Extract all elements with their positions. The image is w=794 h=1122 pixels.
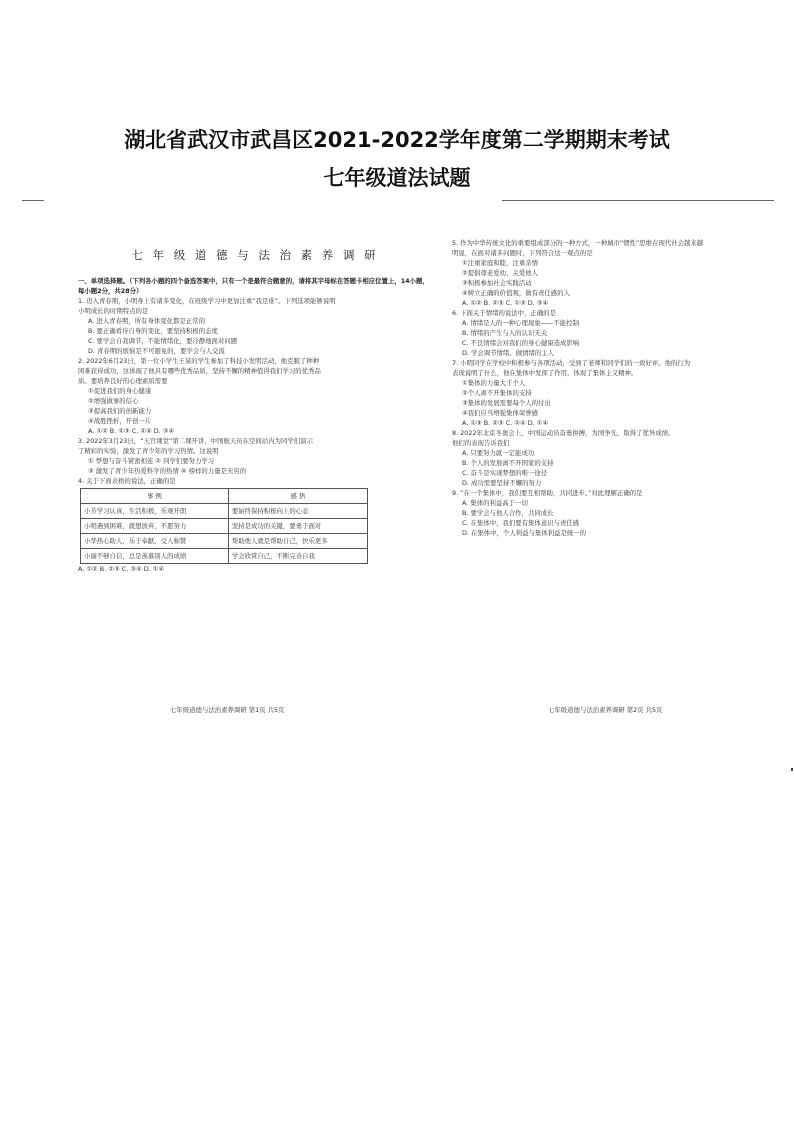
question-line: C. 奋斗是实现梦想的唯一途径: [462, 469, 548, 477]
question-line: 9. “在一个集体中，我们要互相帮助，共同进步。”对此理解正确的是: [452, 489, 643, 497]
question-line: B. 要学会与他人合作，共同成长: [462, 509, 554, 517]
table-cell: 帮助他人就是帮助自己，快乐更多: [228, 534, 367, 549]
question-line: B. 情绪的产生与人的认识无关: [462, 329, 548, 337]
question-line: 3. 2022年3月23日，“天宫课堂”第二课开讲，中国航天员在空间站内为同学们演示: [78, 437, 313, 445]
table-header-cell: 感 悟: [228, 489, 367, 504]
table-cell: 要始终保持积极向上的心态: [228, 504, 367, 519]
question-line: ③积极参加社会实践活动: [462, 279, 532, 287]
table-cell: 小芳学习认真，生活积极，乐观开朗: [81, 504, 229, 519]
table-cell: 小丽不够自信，总是羡慕别人的成绩: [81, 549, 229, 564]
table-cell: 小明遇到困难，就想放弃，不愿努力: [81, 519, 229, 534]
question-line: ③提高我们的创新能力: [88, 407, 152, 415]
question-line: C. 要学会自我调节，不能情绪化，要冷静地面对问题: [88, 337, 238, 345]
question-line: A. ①③ B. ②③ C. ②④ D. ①④: [462, 419, 549, 427]
left-rule: [22, 200, 44, 201]
question-line: 质。要培养良好的心理素质需要: [78, 377, 168, 385]
question-line: D. 在集体中，个人利益与集体利益是统一的: [462, 529, 587, 537]
question-line: ④战胜挫折，开创一片: [88, 417, 152, 425]
question-line: ③ 激发了青少年热爱科学的热情 ④ 榜样的力量是无穷的: [88, 467, 247, 475]
question-options: A. ①② B. ②③ C. ③④ D. ①④: [78, 565, 165, 573]
question-line: 困难获得成功，这体现了他具有哪些优秀品质，坚持不懈的精神值得我们学习的优秀品: [78, 367, 321, 375]
document-title: 湖北省武汉市武昌区2021-2022学年度第二学期期末考试: [124, 128, 670, 152]
exam-page-1: [78, 226, 432, 696]
question-line: A. ①② B. ②③ C. ①③ D. ③④: [462, 299, 549, 307]
document-subtitle: 七年级道法试题: [323, 166, 471, 190]
table-row: [81, 549, 368, 564]
right-rule: [502, 200, 774, 201]
question-line: 6. 下面关于情绪的说法中，正确的是: [452, 309, 556, 317]
question-line: 小明成长的时期特点的是: [78, 307, 149, 315]
table-header-cell: 事 例: [81, 489, 229, 504]
question-line: B. 要正确看待自身的变化，要坚持积极的态度: [88, 327, 218, 335]
question-line: 2. 2022年6月23日，第一位小学生王某的学生参加了科技小发明活动，他克服了种种: [78, 357, 320, 365]
question-line: 8. 2022年北京冬奥会上，中国运动员奋勇拼搏，为国争光，取得了优异成绩。: [452, 429, 675, 437]
question-line: ①注重家庭和睦，注重亲情: [462, 259, 539, 267]
scan-speck: [791, 768, 793, 771]
question-line: ④树立正确的价值观，做有责任感的人: [462, 289, 570, 297]
question-line: 4. 关于下面表格的说法，正确的是: [78, 477, 176, 485]
table-cell: 学会欣赏自己，不断完善自我: [228, 549, 367, 564]
question-line: D. 学会调节情绪，做情绪的主人: [462, 349, 555, 357]
question-line: ②增强做事的信心: [88, 397, 139, 405]
exam-page-2: [452, 238, 794, 708]
table-cell: 小华热心助人，乐于奉献，受人称赞: [81, 534, 229, 549]
question-line: ① 梦想与奋斗紧密相连 ② 同学们要努力学习: [88, 457, 215, 465]
question-line: 7. 小明同学在学校中积极参与各项活动，受到了老师和同学们的一致好评。他的行为: [452, 359, 691, 367]
question-line: C. 在集体中，我们要有集体意识与责任感: [462, 519, 580, 527]
question-list-right: [452, 238, 794, 538]
question-line: C. 不良情绪会对我们的身心健康造成影响: [462, 339, 580, 347]
question-line: 表现说明了什么，他在集体中发挥了作用，体现了集体主义精神。: [452, 369, 638, 377]
question-line: ①集体的力量大于个人: [462, 379, 526, 387]
section-heading: 一、单项选择题。（下列各小题的四个备选答案中，只有一个是最符合题意的，请将其字母标在答题卡相应位置上，14小题，每小题2分，共28分）: [78, 277, 429, 295]
table-row: [81, 519, 368, 534]
page-footer-1: 七年级道德与法治素养调研 第1页 共5页: [170, 706, 285, 714]
question-line: 明显，在面对诸多问题时，下列符合这一观点的是: [452, 249, 593, 257]
question-line: 1. 迈入青春期，小明身上有诸多变化，在班级学习中更加注重“我是谁”。下列选项能够说明: [78, 297, 336, 305]
table-row: [81, 534, 368, 549]
question-line: ④我们应当增强集体荣誉感: [462, 409, 539, 417]
question-line: ②个人离不开集体的支持: [462, 389, 532, 397]
question-line: A. 情绪是人的一种心理现象——不能控制: [462, 319, 579, 327]
question-line: 5. 作为中华传统文化的重要组成部分的一种方式，一种城市“惯性”思维在现代社会越来越: [452, 239, 704, 247]
question-line: B. 个人的发展离不开国家的支持: [462, 459, 554, 467]
question-line: D. 青春期的烦恼是不可避免的，要学会与人交流: [88, 347, 225, 355]
table-row: [81, 504, 368, 519]
question-line: ②提倡尊老爱幼，关爱他人: [462, 269, 539, 277]
question-list-left: [78, 296, 432, 486]
question-line: A. ①② B. ②③ C. ②④ D. ③④: [88, 427, 175, 435]
question-line: 了精彩的实验，激发了青少年的学习热情。这说明: [78, 447, 219, 455]
paper-title: 七 年 级 道 德 与 法 治 素 养 调 研: [131, 248, 379, 262]
table-cell: 坚持是成功的关键，要勇于面对: [228, 519, 367, 534]
question-line: ①促进我们的身心健康: [88, 387, 152, 395]
question-line: A. 只要努力就一定能成功: [462, 449, 535, 457]
question-line: 他们的表现告诉我们: [452, 439, 510, 447]
question-line: A. 进入青春期，所有身体变化都是正常的: [88, 317, 205, 325]
question-table: [80, 488, 368, 564]
page-footer-2: 七年级道德与法治素养调研 第2页 共5页: [548, 706, 663, 714]
question-line: A. 集体的利益高于一切: [462, 499, 528, 507]
question-line: ③集体的发展需要每个人的付出: [462, 399, 551, 407]
question-line: D. 成功需要坚持不懈的努力: [462, 479, 542, 487]
